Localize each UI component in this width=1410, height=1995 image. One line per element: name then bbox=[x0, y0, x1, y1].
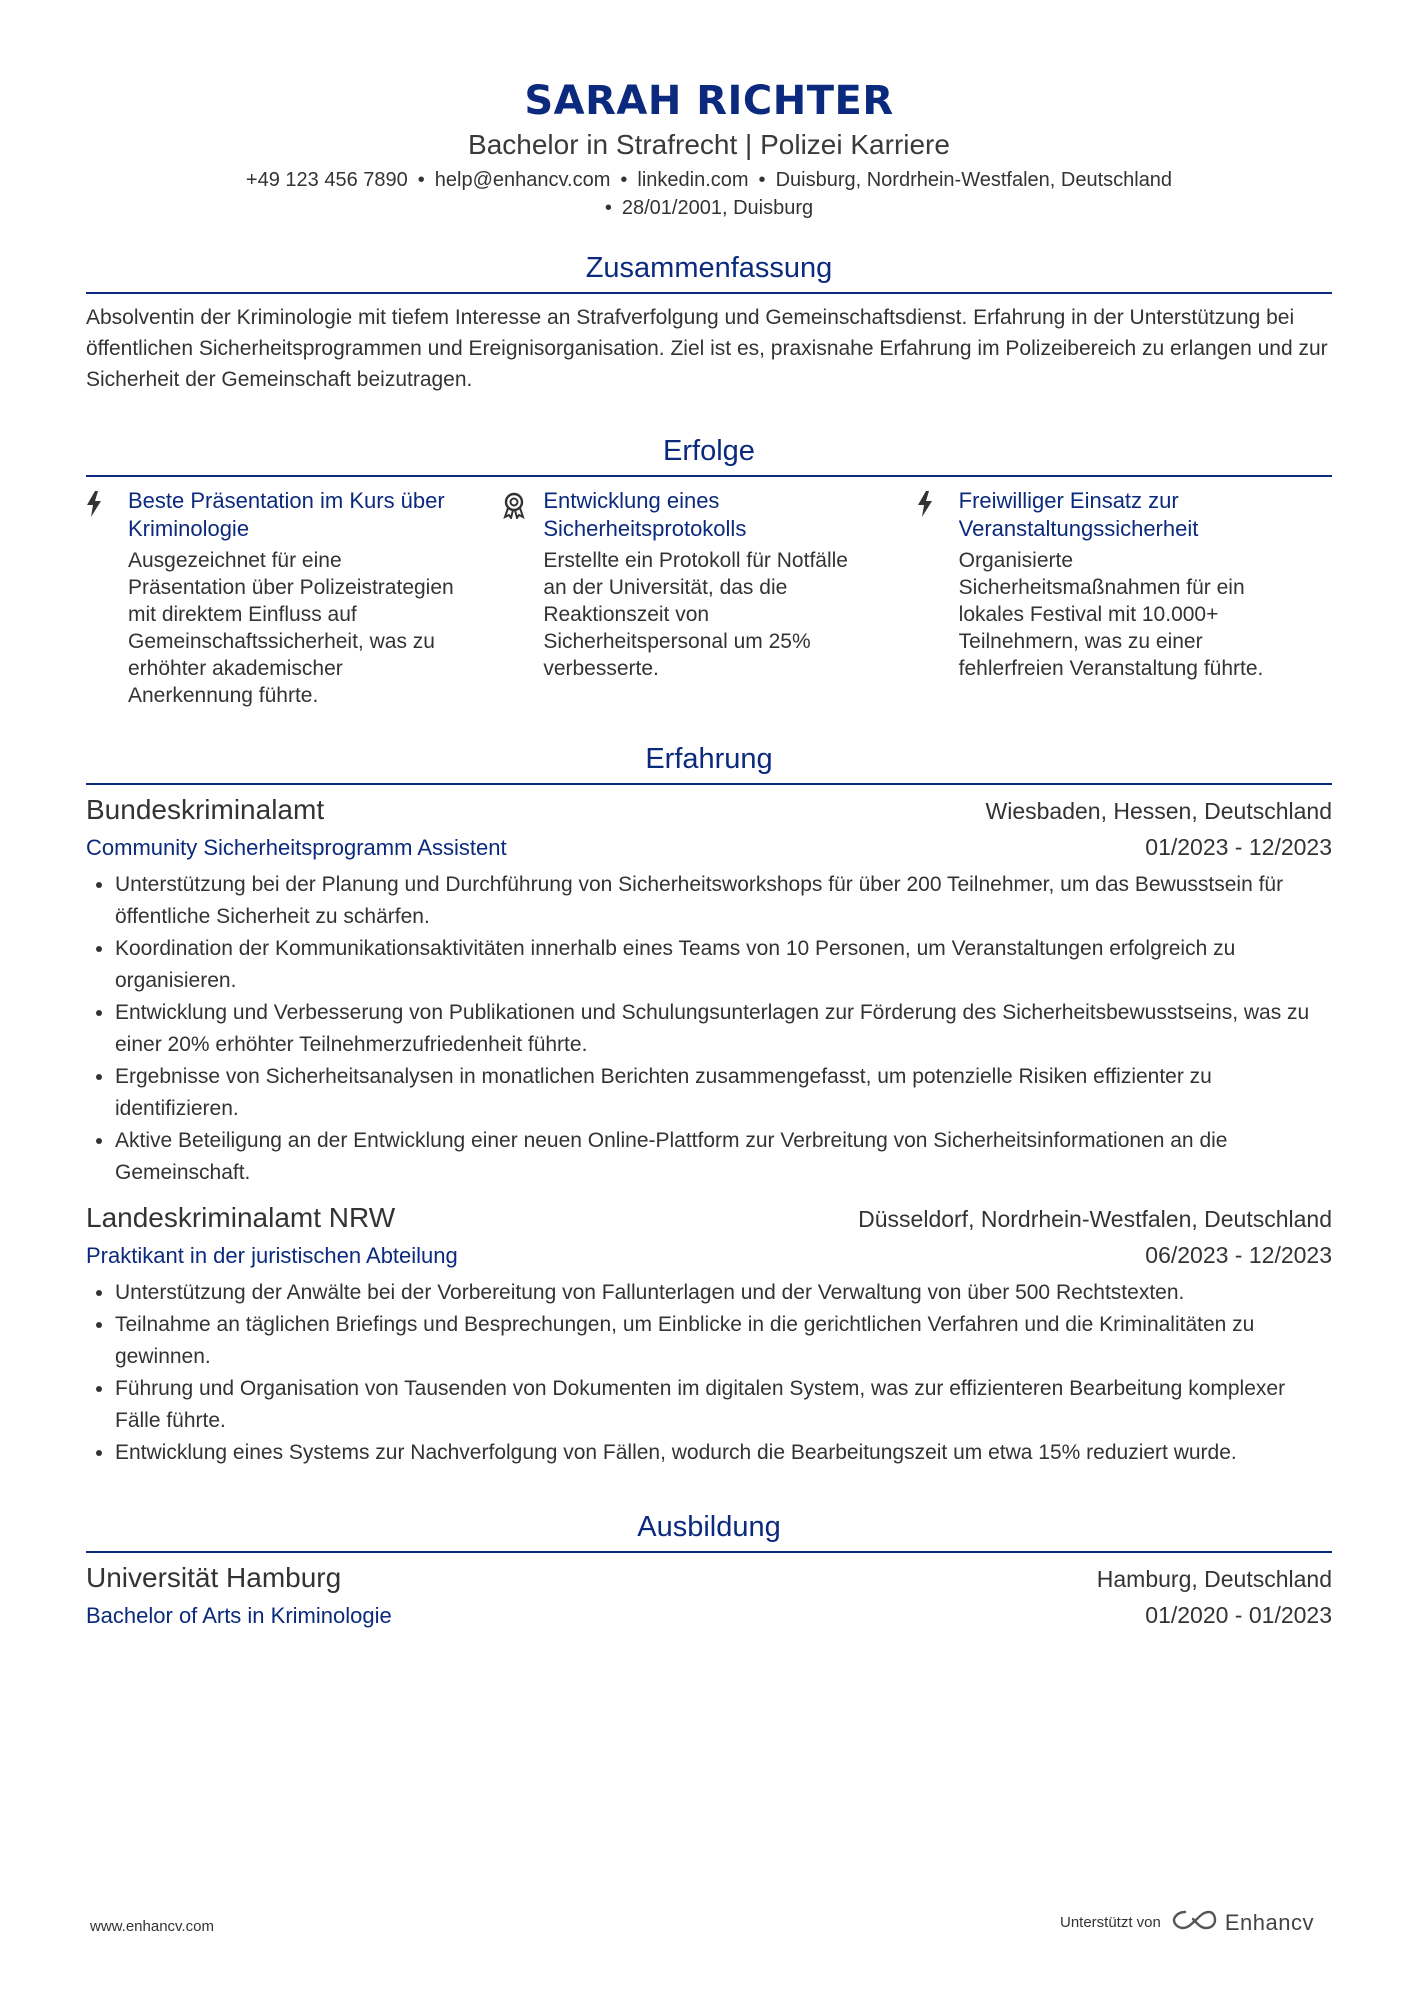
resume-header bbox=[86, 76, 1332, 222]
job-entry bbox=[86, 791, 1332, 1189]
school-name: Universität Hamburg bbox=[86, 1562, 342, 1593]
achievement-title: Freiwilliger Einsatz zur Veranstaltungssicherheit bbox=[958, 488, 1199, 541]
job-location: Wiesbaden, Hessen, Deutschland bbox=[985, 798, 1332, 824]
summary-text: Absolventin der Kriminologie mit tiefem Interesse an Strafverfolgung und Gemeinschaftsdienst. Erfahrung in der Unterstützung bei öffentlichen Sicherheitsprogrammen und Ereignisorganisation. Ziel ist es, praxisnahe Erfahrung im Polizeibereich zu erlangen und zur Sicherheit der Gemeinschaft beizutragen. bbox=[86, 306, 1328, 391]
candidate-subtitle: Bachelor in Strafrecht | Polizei Karriere bbox=[468, 129, 950, 160]
company-name: Landeskriminalamt NRW bbox=[86, 1202, 396, 1233]
education-section bbox=[86, 1507, 1332, 1633]
bullet-item: • Unterstützung der Anwälte bei der Vorbereitung von Fallunterlagen und der Verwaltung von über 500 Rechtstexten. bbox=[115, 1277, 1332, 1309]
bullet-item: • Führung und Organisation von Tausenden von Dokumenten im digitalen System, was zur effizienteren Bearbeitung komplexer Fälle führte. bbox=[115, 1373, 1332, 1437]
job-bullets bbox=[86, 1277, 1332, 1469]
email[interactable]: help@enhancv.com bbox=[434, 169, 611, 191]
award-icon bbox=[501, 487, 543, 709]
resume-page bbox=[86, 76, 1332, 1633]
bullet-item: • Entwicklung eines Systems zur Nachverfolgung von Fällen, wodurch die Bearbeitungszeit um etwa 15% reduziert wurde. bbox=[115, 1437, 1332, 1469]
achievement-description: Organisierte Sicherheitsmaßnahmen für ein lokales Festival mit 10.000+ Teilnehmern, was zu einer fehlerfreien Veranstaltung führte. bbox=[958, 549, 1264, 680]
job-dates: 01/2023 - 12/2023 bbox=[1145, 834, 1332, 860]
footer-branding bbox=[1060, 1908, 1314, 1937]
summary-section bbox=[86, 248, 1332, 395]
candidate-name: SARAH RICHTER bbox=[524, 78, 894, 124]
education-dates: 01/2020 - 01/2023 bbox=[1145, 1602, 1332, 1628]
bullet-item: • Koordination der Kommunikationsaktivitäten innerhalb eines Teams von 10 Personen, um Veranstaltungen erfolgreich zu organisieren. bbox=[115, 933, 1332, 997]
achievement-title: Beste Präsentation im Kurs über Kriminologie bbox=[128, 488, 445, 541]
lightning-icon bbox=[86, 487, 128, 709]
bullet-item: • Ergebnisse von Sicherheitsanalysen in monatlichen Berichten zusammengefasst, um potenzielle Risiken effizienter zu identifizieren. bbox=[115, 1061, 1332, 1125]
achievement-item bbox=[917, 487, 1332, 709]
bullet-item: • Unterstützung bei der Planung und Durchführung von Sicherheitsworkshops für über 200 Teilnehmer, um das Bewusstsein für öffentliche Sicherheit zu schärfen. bbox=[115, 869, 1332, 933]
birth-line: • 28/01/2001, Duisburg bbox=[604, 197, 814, 219]
school-location: Hamburg, Deutschland bbox=[1096, 1566, 1332, 1592]
enhancv-logo-icon bbox=[1171, 1908, 1217, 1937]
birth-info: 28/01/2001, Duisburg bbox=[621, 197, 814, 219]
bullet-item: • Aktive Beteiligung an der Entwicklung einer neuen Online-Plattform zur Verbreitung von Sicherheitsinformationen an die Gemeinschaft. bbox=[115, 1125, 1332, 1189]
achievements-list bbox=[86, 487, 1332, 709]
section-divider bbox=[86, 292, 1332, 294]
brand-name: Enhancv bbox=[1224, 1909, 1314, 1935]
degree: Bachelor of Arts in Kriminologie bbox=[86, 1603, 392, 1628]
job-role: Community Sicherheitsprogramm Assistent bbox=[86, 835, 507, 860]
job-bullets bbox=[86, 869, 1332, 1189]
achievement-item bbox=[86, 487, 501, 709]
phone: +49 123 456 7890 bbox=[245, 169, 408, 191]
job-role: Praktikant in der juristischen Abteilung bbox=[86, 1243, 458, 1268]
powered-by-label: Unterstützt von bbox=[1059, 1914, 1161, 1931]
job-entry bbox=[86, 1199, 1332, 1469]
achievement-item bbox=[501, 487, 916, 709]
achievements-section bbox=[86, 431, 1332, 709]
summary-heading: Zusammenfassung bbox=[585, 252, 833, 284]
achievement-description: Erstellte ein Protokoll für Notfälle an der Universität, das die Reaktionszeit von Sicherheitspersonal um 25% verbesserte. bbox=[543, 549, 848, 680]
footer-website[interactable]: www.enhancv.com bbox=[90, 1918, 214, 1935]
job-dates: 06/2023 - 12/2023 bbox=[1145, 1242, 1332, 1268]
section-divider bbox=[86, 783, 1332, 785]
achievement-title: Entwicklung eines Sicherheitsprotokolls bbox=[543, 488, 747, 541]
section-divider bbox=[86, 475, 1332, 477]
linkedin[interactable]: linkedin.com bbox=[637, 169, 749, 191]
job-location: Düsseldorf, Nordrhein-Westfalen, Deutschland bbox=[858, 1206, 1332, 1232]
lightning-icon bbox=[917, 487, 959, 709]
education-heading: Ausbildung bbox=[637, 1511, 781, 1543]
achievements-heading: Erfolge bbox=[663, 435, 755, 467]
company-name: Bundeskriminalamt bbox=[86, 794, 325, 825]
bullet-item: • Entwicklung und Verbesserung von Publikationen und Schulungsunterlagen zur Förderung des Sicherheitsbewusstseins, was zu einer 20% erhöhter Teilnehmerzufriedenheit führte. bbox=[115, 997, 1332, 1061]
experience-heading: Erfahrung bbox=[645, 743, 773, 775]
bullet-item: • Teilnahme an täglichen Briefings und Besprechungen, um Einblicke in die gerichtlichen Verfahren und die Kriminalitäten zu gewinnen. bbox=[115, 1309, 1332, 1373]
address: Duisburg, Nordrhein-Westfalen, Deutschland bbox=[775, 169, 1173, 191]
contact-line: +49 123 456 7890 • help@enhancv.com • linkedin.com • Duisburg, Nordrhein-Westfalen, Deutschland bbox=[245, 169, 1173, 191]
section-divider bbox=[86, 1551, 1332, 1553]
achievement-description: Ausgezeichnet für eine Präsentation über Polizeistrategien mit direktem Einfluss auf Gemeinschaftssicherheit, was zu erhöhter akademischer Anerkennung führte. bbox=[128, 549, 454, 707]
education-entry bbox=[86, 1559, 1332, 1633]
experience-section bbox=[86, 739, 1332, 1469]
